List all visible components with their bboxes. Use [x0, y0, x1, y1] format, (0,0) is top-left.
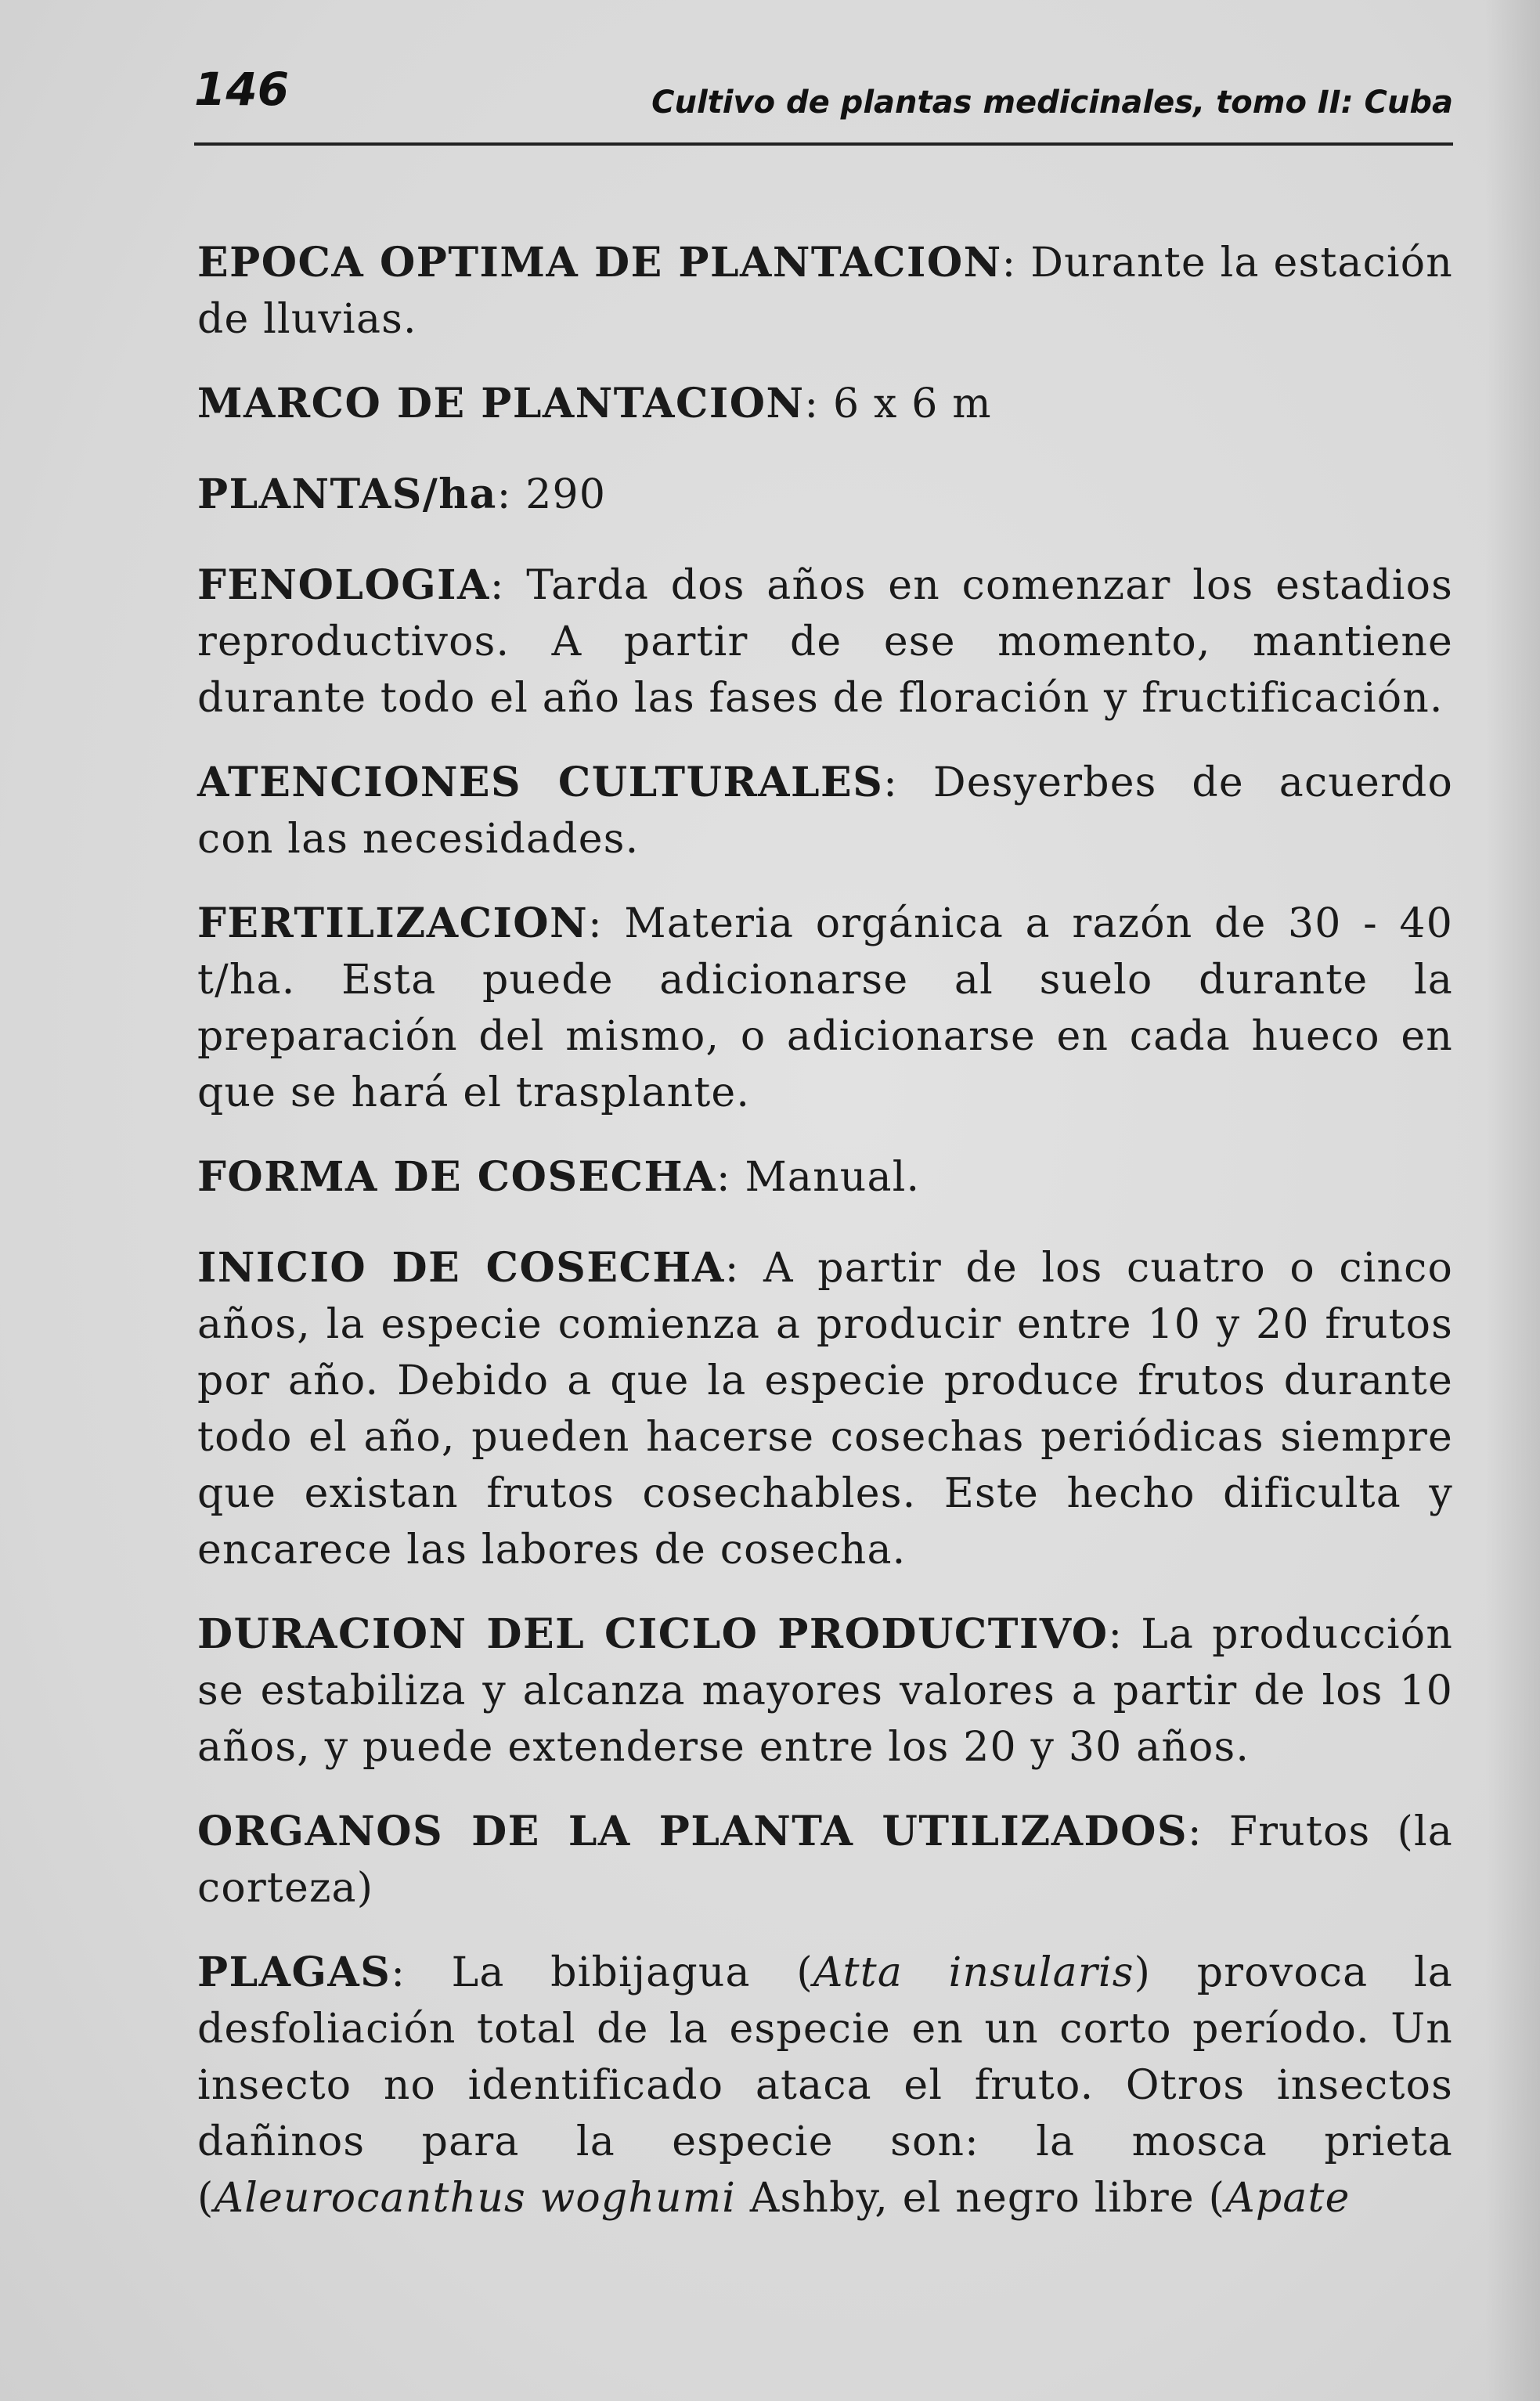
label-atenciones: ATENCIONES CULTURALES: [197, 759, 884, 806]
species-apate: Apate: [1225, 2175, 1351, 2222]
text-forma: : Manual.: [716, 1154, 921, 1201]
label-inicio: INICIO DE COSECHA: [197, 1244, 725, 1292]
text-marco: : 6 x 6 m: [804, 380, 992, 427]
label-marco: MARCO DE PLANTACION: [197, 380, 805, 427]
paragraph-plagas: [197, 1945, 1453, 2226]
label-epoca: EPOCA OPTIMA DE PLANTACION: [197, 239, 1002, 287]
label-fenologia: FENOLOGIA: [197, 561, 490, 609]
text-inicio: : A partir de los cuatro o cinco años, la especie comienza a producir entre 10 y 20 frutos por año. Debido a que la especie produce frutos durante todo el año, pueden hacerse cosechas periódicas siempre que existan frutos cosechables. Este hecho dificulta y encarece las labores de cosecha.: [197, 1245, 1453, 1574]
text-organos: : Frutos (la corteza): [197, 1808, 1453, 1912]
page-number: 146: [194, 63, 290, 116]
text-plagas-3: Ashby, el negro libre (: [736, 2175, 1226, 2222]
text-epoca: : Durante la estación de lluvias.: [197, 240, 1453, 343]
page-body: [197, 235, 1453, 2255]
text-plantas: : 290: [496, 471, 607, 518]
paragraph-plantas: [197, 467, 1453, 523]
running-title: Cultivo de plantas medicinales, tomo II: Cuba: [651, 85, 1453, 121]
species-atta-insularis: Atta insularis: [813, 1949, 1134, 1996]
paragraph-organos: [197, 1804, 1453, 1916]
text-duracion: : La producción se estabiliza y alcanza mayores valores a partir de los 10 años, y puede extenderse entre los 20 y 30 años.: [197, 1611, 1454, 1771]
paragraph-duracion: [197, 1606, 1453, 1776]
paragraph-inicio: [197, 1240, 1453, 1578]
text-atenciones: : Desyerbes de acuerdo con las necesidades.: [197, 759, 1453, 863]
label-duracion: DURACION DEL CICLO PRODUCTIVO: [197, 1610, 1109, 1658]
paragraph-atenciones: [197, 755, 1453, 867]
paragraph-fenologia: [197, 557, 1453, 726]
paragraph-forma: [197, 1149, 1453, 1206]
text-plagas-2: ) provoca la desfoliación total de la especie en un corto período. Un insecto no identificado ataca el fruto. Otros insectos dañinos para la especie son: la mosca prieta (: [197, 1949, 1453, 2222]
label-forma: FORMA DE COSECHA: [197, 1153, 717, 1201]
label-organos: ORGANOS DE LA PLANTA UTILIZADOS: [197, 1808, 1188, 1855]
label-fertilizacion: FERTILIZACION: [197, 899, 589, 947]
paragraph-marco: [197, 376, 1453, 432]
text-plagas-1: : La bibijagua (: [391, 1949, 813, 1996]
page-header: [194, 55, 1453, 146]
species-aleurocanthus: Aleurocanthus woghumi: [214, 2175, 737, 2222]
label-plagas: PLAGAS: [197, 1949, 391, 1996]
page-edge-shadow: [1485, 0, 1540, 2401]
label-plantas: PLANTAS/ha: [197, 470, 497, 518]
paragraph-epoca: [197, 235, 1453, 348]
text-fertilizacion: : Materia orgánica a razón de 30 - 40 t/ha. Esta puede adicionarse al suelo durante la preparación del mismo, o adicionarse en cada hueco en que se hará el trasplante.: [197, 900, 1453, 1116]
text-fenologia: : Tarda dos años en comenzar los estadios reproductivos. A partir de ese momento, mantiene durante todo el año las fases de floración y fructificación.: [197, 562, 1453, 722]
paragraph-fertilizacion: [197, 896, 1453, 1121]
